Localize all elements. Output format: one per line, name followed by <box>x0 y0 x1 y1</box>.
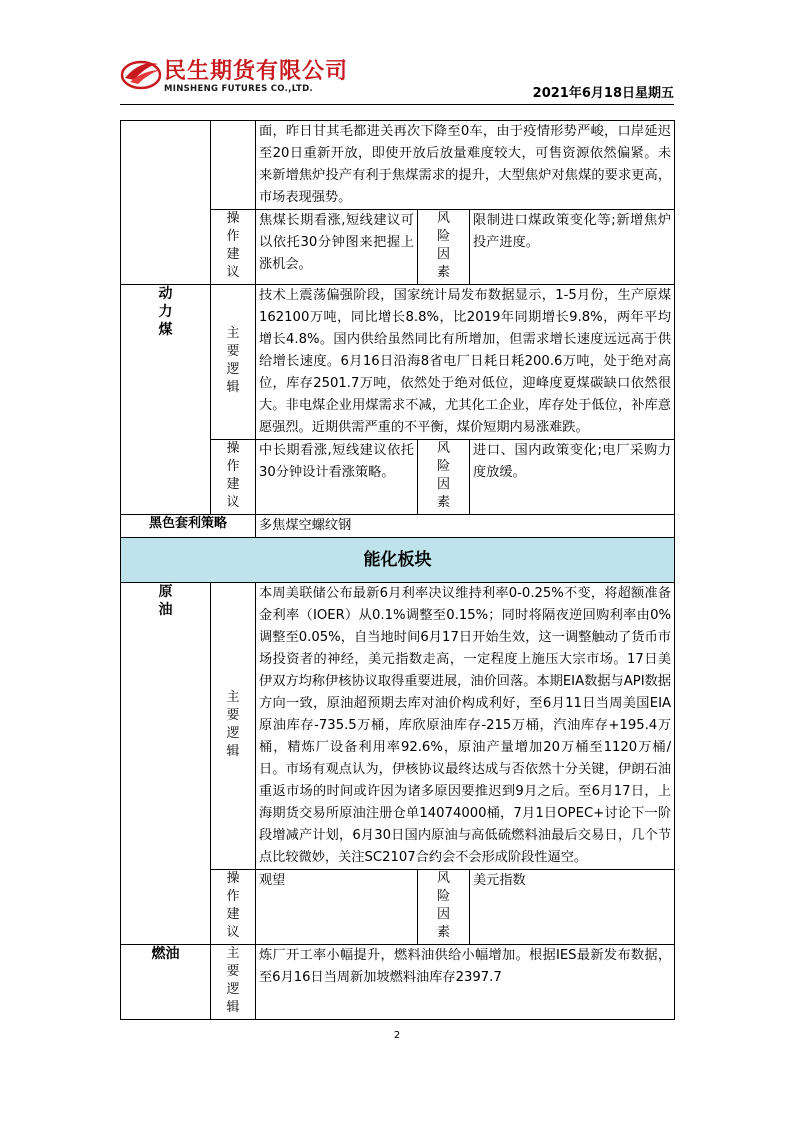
thermal-coal-risk-text: 进口、国内政策变化;电厂采购力度放缓。 <box>470 440 675 515</box>
coke-product-cell <box>121 121 211 285</box>
page-number: 2 <box>393 1030 401 1041</box>
black-arbitrage-label: 黑色套利策略 <box>121 515 256 538</box>
page-header <box>120 52 674 104</box>
coke-operation-text: 焦煤长期看涨,短线建议可以依托30分钟图来把握上涨机会。 <box>256 210 418 285</box>
fuel-oil-logic-row <box>121 945 675 1020</box>
company-name-cn: 民生期货有限公司 <box>164 59 349 84</box>
fuel-oil-logic-text: 炼厂开工率小幅提升，燃料油供给小幅增加。根据IES最新发布数据，至6月16日当周新加坡燃料油库存2397.7 <box>256 945 675 1020</box>
main-logic-label: 主要逻辑 <box>211 945 256 1020</box>
coke-logic-row <box>121 121 675 210</box>
header-divider <box>120 104 674 105</box>
fuel-oil-product-name: 燃油 <box>121 945 211 1020</box>
report-table <box>120 120 675 1020</box>
risk-label: 风险因素 <box>418 210 470 285</box>
coke-logic-text: 面，昨日甘其毛都进关再次下降至0车，由于疫情形势严峻，口岸延迟至20日重新开放，即使开放后放量难度较大，可售资源依然偏紧。未来新增焦炉投产有利于焦煤需求的提升，大型焦炉对焦煤的要求更高，市场表现强势。 <box>256 121 675 210</box>
minsheng-logo-icon <box>120 56 162 90</box>
operation-label: 操作建议 <box>211 870 256 945</box>
risk-label: 风险因素 <box>418 870 470 945</box>
black-arbitrage-value: 多焦煤空螺纹钢 <box>256 515 675 538</box>
section-header-row <box>121 538 675 583</box>
thermal-coal-logic-row <box>121 285 675 440</box>
crude-operation-text: 观望 <box>256 870 418 945</box>
operation-label: 操作建议 <box>211 210 256 285</box>
main-logic-label: 主要逻辑 <box>211 285 256 440</box>
operation-label: 操作建议 <box>211 440 256 515</box>
black-arbitrage-row <box>121 515 675 538</box>
crude-logic-text: 本周美联储公布最新6月利率决议维持利率0-0.25%不变，将超额准备金利率（IOER）从0.1%调整至0.15%；同时将隔夜逆回购利率由0%调整至0.05%，自当地时间6月17日开始生效，这一调整触动了货币市场投资者的神经，美元指数走高，一定程度上施压大宗市场。17日美伊双方均称伊核协议取得重要进展，油价回落。本期EIA数据与API数据方向一致，原油超预期去库对油价构成利好，至6月11日当周美国EIA原油库存-735.5万桶，库欣原油库存-215万桶，汽油库存+195.4万桶，精炼厂设备利用率92.6%，原油产量增加20万桶至1120万桶/日。市场有观点认为，伊核协议最终达成与否依然十分关键，伊朗石油重返市场的时间或许因为诸多原因要推迟到9月之后。至6月17日，上海期货交易所原油注册仓单14074000桶，7月1日OPEC+讨论下一阶段增减产计划，6月30日国内原油与高低硫燃料油最后交易日，几个节点比较微妙，关注SC2107合约会不会形成阶段性逼空。 <box>256 583 675 870</box>
coke-risk-text: 限制进口煤政策变化等;新增焦炉投产进度。 <box>470 210 675 285</box>
crude-logic-row <box>121 583 675 870</box>
report-date: 2021年6月18日星期五 <box>532 86 674 101</box>
main-logic-label: 主要逻辑 <box>211 583 256 870</box>
company-name-en: MINSHENG FUTURES CO.,LTD. <box>164 84 313 94</box>
thermal-coal-operation-text: 中长期看涨,短线建议依托30分钟设计看涨策略。 <box>256 440 418 515</box>
crude-risk-text: 美元指数 <box>470 870 675 945</box>
crude-product-name: 原油 <box>121 583 211 945</box>
thermal-coal-product-name: 动力煤 <box>121 285 211 515</box>
section-title: 能化板块 <box>121 538 675 583</box>
coke-logic-label-cell <box>211 121 256 210</box>
risk-label: 风险因素 <box>418 440 470 515</box>
thermal-coal-logic-text: 技术上震荡偏强阶段，国家统计局发布数据显示，1-5月份，生产原煤162100万吨，同比增长8.8%，比2019年同期增长9.8%，两年平均增长4.8%。国内供给虽然同比有所增加，但需求增长速度远远高于供给增长速度。6月16日沿海8省电厂日耗日耗200.6万吨，处于绝对高位，库存2501.7万吨，依然处于绝对低位，迎峰度夏煤碳缺口依然很大。非电煤企业用煤需求不减，尤其化工企业，库存处于低位，补库意愿强烈。近期供需严重的不平衡，煤价短期内易涨难跌。 <box>256 285 675 440</box>
